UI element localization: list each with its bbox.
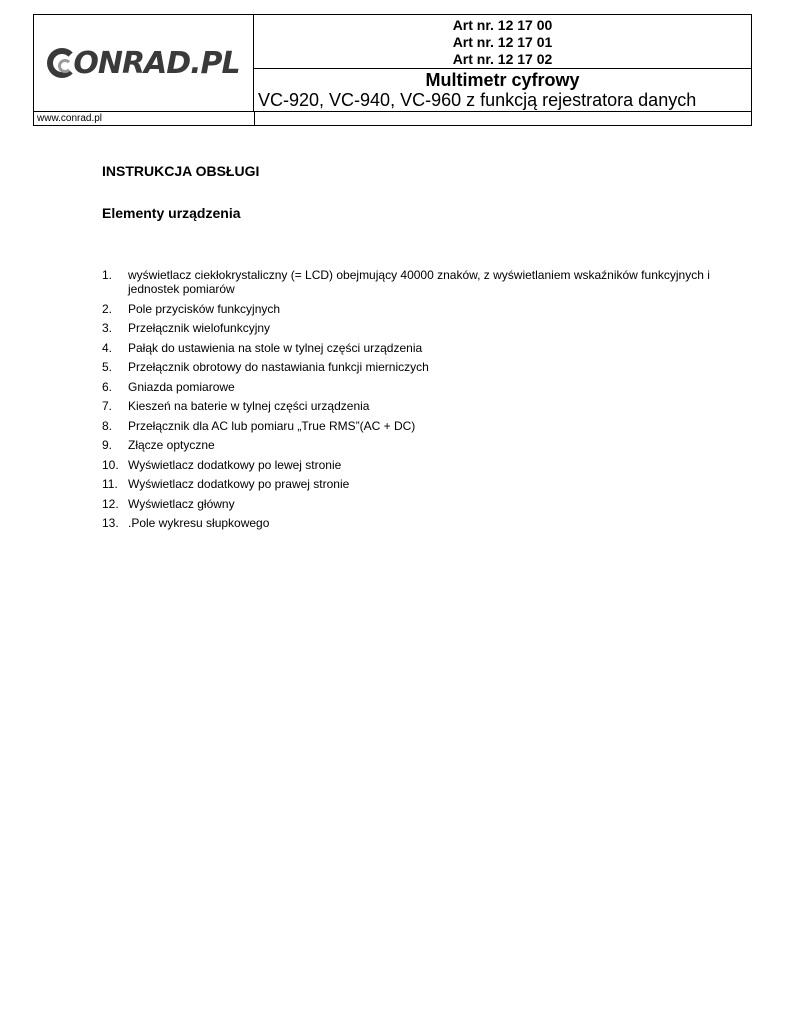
list-item: [102, 438, 762, 452]
item-text: Pole przycisków funkcyjnych: [128, 301, 281, 316]
list-item: [102, 458, 762, 472]
art-numbers: [254, 15, 751, 69]
item-number: 12.: [102, 496, 119, 511]
list-item: [102, 341, 762, 355]
header-info: [254, 15, 751, 111]
item-number: 10.: [102, 457, 119, 472]
item-number: 6.: [102, 379, 113, 394]
item-number: 9.: [102, 438, 113, 452]
item-text: Przełącznik wielofunkcyjny: [128, 321, 271, 335]
item-text: wyświetlacz ciekłokrystaliczny (= LCD) obejmujący 40000 znaków, z wyświetlaniem wskaźników funkcyjnych i jednostek pomiarów: [128, 268, 710, 296]
product-title: Multimetr cyfrowy: [425, 70, 580, 90]
item-text: Kieszeń na baterie w tylnej części urządzenia: [128, 399, 370, 413]
item-text: Gniazda pomiarowe: [128, 379, 235, 394]
page-heading: INSTRUKCJA OBSŁUGI: [102, 163, 260, 179]
product-subtitle: VC-920, VC-940, VC-960 z funkcją rejestratora danych: [258, 90, 697, 110]
list-item: [102, 302, 762, 316]
list-item: [102, 321, 762, 335]
list-item: [102, 477, 762, 491]
item-number: 5.: [102, 360, 113, 374]
item-text: Przełącznik obrotowy do nastawiania funkcji mierniczych: [128, 360, 429, 374]
url-row: [34, 111, 751, 126]
list-item: [102, 497, 762, 511]
item-text: Wyświetlacz dodatkowy po lewej stronie: [128, 457, 342, 472]
item-text: .Pole wykresu słupkowego: [128, 516, 270, 530]
art-number: Art nr. 12 17 00: [452, 17, 553, 33]
item-number: 2.: [102, 301, 113, 316]
item-number: 1.: [102, 268, 113, 282]
device-elements-list: [102, 268, 762, 536]
item-number: 4.: [102, 340, 113, 355]
list-item: [102, 399, 762, 413]
item-text: Pałąk do ustawienia na stole w tylnej części urządzenia: [128, 340, 423, 355]
item-text: Wyświetlacz główny: [128, 496, 235, 511]
art-number: Art nr. 12 17 01: [452, 34, 553, 50]
art-number: Art nr. 12 17 02: [452, 51, 553, 67]
item-number: 13.: [102, 516, 119, 530]
item-text: Złącze optyczne: [128, 438, 215, 452]
item-number: 7.: [102, 399, 113, 413]
list-item: [102, 360, 762, 374]
item-text: Przełącznik dla AC lub pomiaru „True RMS”(AC + DC): [128, 418, 416, 433]
list-item: [102, 380, 762, 394]
title-block: [254, 69, 751, 111]
document-header: [33, 14, 752, 126]
conrad-logo: [47, 46, 239, 81]
logo-text: ONRAD.PL: [73, 45, 240, 81]
item-number: 8.: [102, 418, 113, 433]
website-url[interactable]: www.conrad.pl: [37, 112, 255, 126]
item-number: 3.: [102, 321, 113, 335]
section-subheading: Elementy urządzenia: [102, 205, 241, 221]
list-item: [102, 268, 762, 296]
item-number: 11.: [102, 477, 118, 491]
logo-cell: [34, 15, 254, 111]
list-item: [102, 419, 762, 433]
list-item: [102, 516, 762, 530]
item-text: Wyświetlacz dodatkowy po prawej stronie: [128, 477, 350, 491]
